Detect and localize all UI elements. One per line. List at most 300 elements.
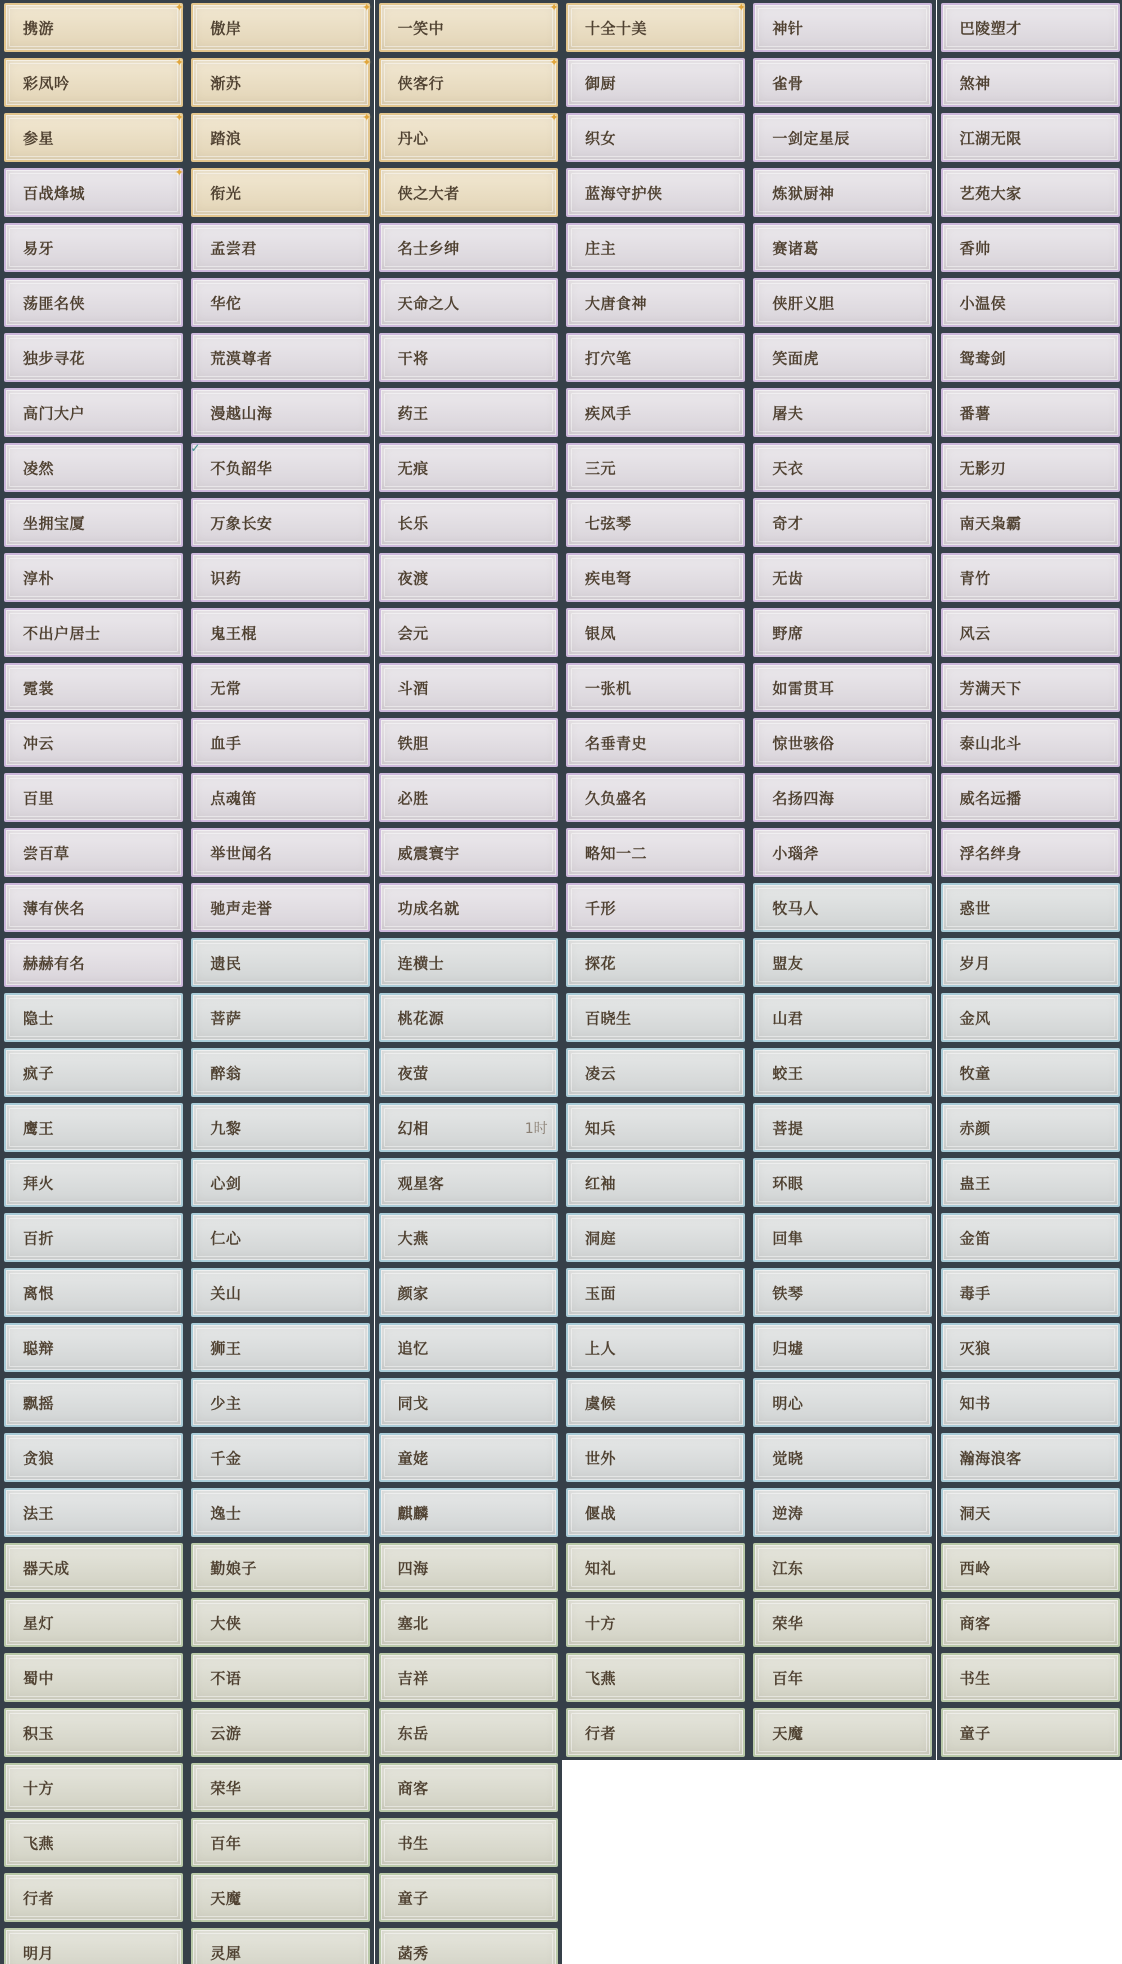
title-tile[interactable]	[937, 0, 1122, 55]
title-card	[379, 1818, 558, 1867]
title-tile[interactable]	[187, 1375, 374, 1430]
title-tile[interactable]	[562, 1210, 749, 1265]
title-tile[interactable]	[562, 990, 749, 1045]
title-tile[interactable]	[749, 275, 936, 330]
title-label: 童子	[959, 1724, 991, 1742]
title-tile[interactable]	[187, 1320, 374, 1375]
title-tile[interactable]	[562, 495, 749, 550]
title-label: 荒漠尊者	[210, 349, 273, 367]
title-tile[interactable]	[937, 1650, 1122, 1705]
title-tile[interactable]	[749, 1650, 936, 1705]
title-tile[interactable]	[937, 55, 1122, 110]
title-tile[interactable]	[375, 275, 562, 330]
title-tile[interactable]	[375, 440, 562, 495]
title-label: 雀骨	[772, 74, 804, 92]
title-card	[379, 333, 558, 382]
title-tile[interactable]	[187, 880, 374, 935]
title-tile[interactable]	[562, 605, 749, 660]
title-tile[interactable]	[375, 1155, 562, 1210]
title-tile[interactable]	[562, 1705, 749, 1760]
title-card	[4, 1213, 183, 1262]
title-label: 蛟王	[772, 1064, 804, 1082]
title-card	[566, 608, 745, 657]
title-tile[interactable]	[562, 1485, 749, 1540]
title-tile[interactable]	[937, 1375, 1122, 1430]
title-tile[interactable]	[562, 440, 749, 495]
title-label: 行者	[584, 1724, 616, 1742]
title-label: 金笛	[959, 1229, 991, 1247]
title-tile[interactable]	[749, 1375, 936, 1430]
title-tile[interactable]	[375, 1760, 562, 1815]
title-tile[interactable]	[0, 1925, 187, 1964]
title-tile[interactable]	[0, 1430, 187, 1485]
title-tile[interactable]	[187, 1925, 374, 1964]
title-tile[interactable]	[375, 1045, 562, 1100]
title-card	[191, 1873, 370, 1922]
title-card	[4, 1543, 183, 1592]
title-card	[941, 883, 1120, 932]
title-tile[interactable]	[937, 715, 1122, 770]
title-label: 吉祥	[397, 1669, 429, 1687]
title-tile[interactable]	[562, 110, 749, 165]
title-card	[566, 1708, 745, 1757]
title-label: 尝百草	[23, 844, 70, 862]
title-tile[interactable]	[562, 165, 749, 220]
title-card	[4, 1653, 183, 1702]
title-tile[interactable]	[375, 935, 562, 990]
title-card	[4, 1048, 183, 1097]
title-tile[interactable]	[749, 770, 936, 825]
title-tile[interactable]	[375, 770, 562, 825]
title-tile[interactable]	[187, 1100, 374, 1155]
title-tile[interactable]	[187, 1265, 374, 1320]
title-label: 桃花源	[397, 1009, 445, 1027]
title-card	[941, 1433, 1120, 1482]
title-tile[interactable]	[937, 440, 1122, 495]
star-icon: ✦	[362, 56, 372, 69]
title-tile[interactable]	[375, 1595, 562, 1650]
title-tile[interactable]	[562, 880, 749, 935]
title-tile[interactable]	[749, 1595, 936, 1650]
title-tile[interactable]	[749, 440, 936, 495]
title-tile[interactable]	[937, 660, 1122, 715]
title-label: 菩萨	[210, 1009, 242, 1027]
title-tile[interactable]	[187, 1210, 374, 1265]
title-tile[interactable]	[187, 825, 374, 880]
title-tile[interactable]	[0, 440, 187, 495]
title-tile[interactable]	[562, 1540, 749, 1595]
title-label: 飞燕	[23, 1834, 55, 1852]
title-tile[interactable]	[937, 935, 1122, 990]
title-tile[interactable]	[937, 110, 1122, 165]
title-tile[interactable]	[0, 0, 187, 55]
title-tile[interactable]	[749, 1045, 936, 1100]
title-tile[interactable]	[0, 825, 187, 880]
title-tile[interactable]	[187, 440, 374, 495]
title-tile[interactable]	[749, 935, 936, 990]
title-tile[interactable]	[749, 1430, 936, 1485]
title-card	[941, 1323, 1120, 1372]
title-label: 星灯	[23, 1614, 55, 1632]
title-label: 举世闻名	[210, 844, 273, 862]
title-tile[interactable]	[562, 220, 749, 275]
title-tile[interactable]	[0, 495, 187, 550]
title-card	[941, 168, 1120, 217]
title-tile[interactable]	[937, 1485, 1122, 1540]
title-tile[interactable]	[187, 385, 374, 440]
title-tile[interactable]	[0, 880, 187, 935]
title-tile[interactable]	[187, 990, 374, 1045]
title-tile[interactable]	[187, 715, 374, 770]
title-tile[interactable]	[562, 935, 749, 990]
title-tile[interactable]	[375, 55, 562, 110]
title-tile[interactable]	[187, 660, 374, 715]
title-tile[interactable]	[375, 1925, 562, 1964]
title-card	[4, 3, 183, 52]
title-tile[interactable]	[562, 1155, 749, 1210]
title-tile[interactable]	[187, 1870, 374, 1925]
title-card	[941, 1598, 1120, 1647]
title-tile[interactable]	[375, 605, 562, 660]
title-tile[interactable]	[562, 1100, 749, 1155]
title-tile[interactable]	[187, 1155, 374, 1210]
star-icon: ✦	[174, 111, 184, 124]
title-tile[interactable]	[562, 1045, 749, 1100]
title-card	[4, 1763, 183, 1812]
title-tile[interactable]	[187, 1595, 374, 1650]
title-tile[interactable]	[562, 1265, 749, 1320]
title-tile[interactable]	[937, 770, 1122, 825]
title-label: 大侠	[210, 1614, 242, 1632]
title-tile[interactable]	[562, 715, 749, 770]
title-tile[interactable]	[749, 165, 936, 220]
title-tile[interactable]	[0, 990, 187, 1045]
title-card	[753, 333, 932, 382]
title-tile[interactable]	[937, 1430, 1122, 1485]
title-tile[interactable]	[375, 1650, 562, 1705]
title-tile[interactable]	[375, 330, 562, 385]
title-card	[191, 1433, 370, 1482]
title-label: 霓裳	[23, 679, 55, 697]
title-card	[4, 1323, 183, 1372]
title-tile[interactable]	[749, 1320, 936, 1375]
title-tile[interactable]	[187, 1650, 374, 1705]
title-tile[interactable]	[749, 0, 936, 55]
title-tile[interactable]	[375, 1265, 562, 1320]
title-card	[379, 1103, 558, 1152]
title-tile[interactable]	[749, 550, 936, 605]
title-tile[interactable]	[0, 770, 187, 825]
title-label: 血手	[210, 734, 242, 752]
title-label: 行者	[23, 1889, 55, 1907]
title-tile[interactable]	[937, 330, 1122, 385]
title-tile[interactable]	[375, 385, 562, 440]
title-tile[interactable]	[375, 1100, 562, 1155]
title-tile[interactable]	[749, 880, 936, 935]
title-tile[interactable]	[0, 275, 187, 330]
title-card	[4, 1488, 183, 1537]
title-tile[interactable]	[0, 1155, 187, 1210]
title-tile[interactable]	[749, 1155, 936, 1210]
title-tile[interactable]	[749, 55, 936, 110]
title-tile[interactable]	[749, 990, 936, 1045]
title-tile[interactable]	[375, 1210, 562, 1265]
title-tile[interactable]	[749, 825, 936, 880]
title-tile[interactable]	[187, 1705, 374, 1760]
title-tile[interactable]	[937, 825, 1122, 880]
title-tile[interactable]	[375, 825, 562, 880]
title-card	[753, 828, 932, 877]
title-card	[753, 938, 932, 987]
title-tile[interactable]	[749, 715, 936, 770]
title-card	[191, 1378, 370, 1427]
title-tile[interactable]	[749, 1705, 936, 1760]
title-tile[interactable]	[937, 1265, 1122, 1320]
title-tile[interactable]	[187, 1540, 374, 1595]
title-tile[interactable]	[187, 1815, 374, 1870]
title-tile[interactable]	[375, 1485, 562, 1540]
title-tile[interactable]	[562, 55, 749, 110]
title-tile[interactable]	[375, 0, 562, 55]
star-icon: ✦	[174, 1, 184, 14]
title-label: 江东	[772, 1559, 804, 1577]
title-label: 一张机	[584, 679, 632, 697]
title-card	[566, 1488, 745, 1537]
title-tile[interactable]	[187, 1760, 374, 1815]
title-tile[interactable]	[749, 1100, 936, 1155]
title-tile[interactable]	[187, 220, 374, 275]
title-label: 百年	[772, 1669, 804, 1687]
title-tile[interactable]	[749, 385, 936, 440]
title-tile[interactable]	[187, 550, 374, 605]
title-tile[interactable]	[375, 715, 562, 770]
title-tile[interactable]	[0, 1045, 187, 1100]
title-card	[753, 3, 932, 52]
title-tile[interactable]	[187, 770, 374, 825]
title-card	[379, 1268, 558, 1317]
title-card	[379, 113, 558, 162]
title-tile[interactable]	[0, 1100, 187, 1155]
title-tile[interactable]	[0, 1375, 187, 1430]
title-tile[interactable]	[187, 55, 374, 110]
title-tile[interactable]	[562, 770, 749, 825]
title-tile[interactable]	[0, 110, 187, 165]
title-tile[interactable]	[0, 220, 187, 275]
title-tile[interactable]	[0, 550, 187, 605]
title-tile[interactable]	[749, 1485, 936, 1540]
title-card	[191, 58, 370, 107]
title-tile[interactable]	[562, 825, 749, 880]
title-tile[interactable]	[375, 495, 562, 550]
title-tile[interactable]	[937, 1540, 1122, 1595]
title-tile[interactable]	[375, 550, 562, 605]
title-label: 隐士	[23, 1009, 55, 1027]
title-tile[interactable]	[562, 1320, 749, 1375]
title-tile[interactable]	[375, 110, 562, 165]
title-tile[interactable]	[562, 385, 749, 440]
title-label: 铁琴	[772, 1284, 804, 1302]
title-card	[566, 883, 745, 932]
title-tile[interactable]	[187, 1485, 374, 1540]
title-tile[interactable]	[0, 1540, 187, 1595]
title-tile[interactable]	[0, 1650, 187, 1705]
title-label: 青竹	[959, 569, 991, 587]
title-tile[interactable]	[562, 275, 749, 330]
title-tile[interactable]	[937, 1210, 1122, 1265]
title-tile[interactable]	[0, 605, 187, 660]
title-card	[753, 1433, 932, 1482]
title-tile[interactable]	[375, 990, 562, 1045]
title-label: 千金	[210, 1449, 242, 1467]
title-label: 西岭	[959, 1559, 991, 1577]
title-label: 坐拥宝厦	[23, 514, 86, 532]
title-tile[interactable]	[375, 1540, 562, 1595]
title-tile[interactable]	[562, 550, 749, 605]
title-tile[interactable]	[187, 330, 374, 385]
title-card	[4, 1103, 183, 1152]
title-card	[4, 1378, 183, 1427]
title-tile[interactable]	[0, 165, 187, 220]
title-card	[191, 1213, 370, 1262]
title-card	[4, 1928, 183, 1964]
title-tile[interactable]	[375, 660, 562, 715]
title-card	[941, 1653, 1120, 1702]
title-card	[941, 553, 1120, 602]
title-tile[interactable]	[375, 1705, 562, 1760]
title-tile[interactable]	[187, 1045, 374, 1100]
title-tile[interactable]	[562, 0, 749, 55]
title-tile[interactable]	[937, 605, 1122, 660]
title-tile[interactable]	[749, 110, 936, 165]
title-label: 书生	[397, 1834, 429, 1852]
title-tile[interactable]	[0, 1485, 187, 1540]
title-tile[interactable]	[375, 1320, 562, 1375]
title-card	[566, 828, 745, 877]
title-tile[interactable]	[0, 1210, 187, 1265]
title-tile[interactable]	[937, 495, 1122, 550]
title-label: 灭狼	[959, 1339, 991, 1357]
title-tile[interactable]	[187, 605, 374, 660]
title-tile[interactable]	[937, 275, 1122, 330]
title-label: 逆涛	[772, 1504, 804, 1522]
title-tile[interactable]	[937, 1045, 1122, 1100]
title-card	[566, 773, 745, 822]
title-card	[379, 498, 558, 547]
title-tile[interactable]	[749, 495, 936, 550]
title-label: 天衣	[772, 459, 804, 477]
title-tile[interactable]	[749, 1540, 936, 1595]
title-tile[interactable]	[375, 220, 562, 275]
title-tile[interactable]	[937, 220, 1122, 275]
title-label: 疯子	[23, 1064, 55, 1082]
title-tile[interactable]	[562, 1595, 749, 1650]
title-tile[interactable]	[562, 660, 749, 715]
title-tile[interactable]	[749, 1265, 936, 1320]
title-label: 十全十美	[584, 19, 647, 37]
title-tile[interactable]	[375, 1430, 562, 1485]
title-tile[interactable]	[937, 1320, 1122, 1375]
title-label: 追忆	[397, 1339, 429, 1357]
title-tile[interactable]	[562, 330, 749, 385]
title-tile[interactable]	[937, 1100, 1122, 1155]
title-tile[interactable]	[375, 880, 562, 935]
title-label: 略知一二	[584, 844, 647, 862]
title-card	[566, 1543, 745, 1592]
title-tile[interactable]	[562, 1430, 749, 1485]
title-card	[566, 1323, 745, 1372]
title-tile[interactable]	[187, 495, 374, 550]
title-tile[interactable]	[0, 660, 187, 715]
title-tile[interactable]	[0, 1870, 187, 1925]
title-label: 蓝海守护侠	[584, 184, 663, 202]
title-card	[566, 1213, 745, 1262]
title-card	[379, 1653, 558, 1702]
title-tile[interactable]	[937, 1595, 1122, 1650]
title-label: 淳朴	[23, 569, 55, 587]
title-tile[interactable]	[937, 165, 1122, 220]
title-tile[interactable]	[937, 1705, 1122, 1760]
title-tile[interactable]	[375, 1815, 562, 1870]
title-tile[interactable]	[0, 715, 187, 770]
title-tile[interactable]	[187, 275, 374, 330]
title-tile[interactable]	[0, 330, 187, 385]
title-tile[interactable]	[749, 1210, 936, 1265]
title-tile[interactable]	[187, 935, 374, 990]
title-tile[interactable]	[749, 660, 936, 715]
title-tile[interactable]	[187, 165, 374, 220]
title-tile[interactable]	[0, 1595, 187, 1650]
title-card	[4, 883, 183, 932]
title-tile[interactable]	[375, 1375, 562, 1430]
title-tile[interactable]	[375, 165, 562, 220]
title-tile[interactable]	[937, 550, 1122, 605]
title-tile[interactable]	[0, 1320, 187, 1375]
title-tile[interactable]	[0, 1705, 187, 1760]
title-tile[interactable]	[0, 1760, 187, 1815]
title-label: 屠夫	[772, 404, 804, 422]
title-label: 荣华	[772, 1614, 804, 1632]
title-card	[941, 443, 1120, 492]
title-tile[interactable]	[937, 1155, 1122, 1210]
title-tile[interactable]	[0, 55, 187, 110]
title-tile[interactable]	[187, 1430, 374, 1485]
title-tile[interactable]	[937, 385, 1122, 440]
title-card	[191, 663, 370, 712]
title-tile[interactable]	[187, 110, 374, 165]
title-label: 疾电弩	[584, 569, 632, 587]
title-label: 名垂青史	[584, 734, 647, 752]
title-card	[941, 1213, 1120, 1262]
title-tile[interactable]	[0, 385, 187, 440]
title-tile[interactable]	[562, 1375, 749, 1430]
title-tile[interactable]	[749, 605, 936, 660]
title-tile[interactable]	[0, 1265, 187, 1320]
title-tile[interactable]	[937, 880, 1122, 935]
title-tile[interactable]	[187, 0, 374, 55]
title-tile[interactable]	[749, 220, 936, 275]
title-tile[interactable]	[0, 1815, 187, 1870]
title-tile[interactable]	[0, 935, 187, 990]
title-tile[interactable]	[375, 1870, 562, 1925]
title-tile[interactable]	[937, 990, 1122, 1045]
title-tile[interactable]	[562, 1650, 749, 1705]
title-tile[interactable]	[749, 330, 936, 385]
title-card	[566, 333, 745, 382]
title-label: 如雷贯耳	[772, 679, 835, 697]
title-card	[753, 718, 932, 767]
title-label: 牧童	[959, 1064, 991, 1082]
title-card	[753, 1213, 932, 1262]
